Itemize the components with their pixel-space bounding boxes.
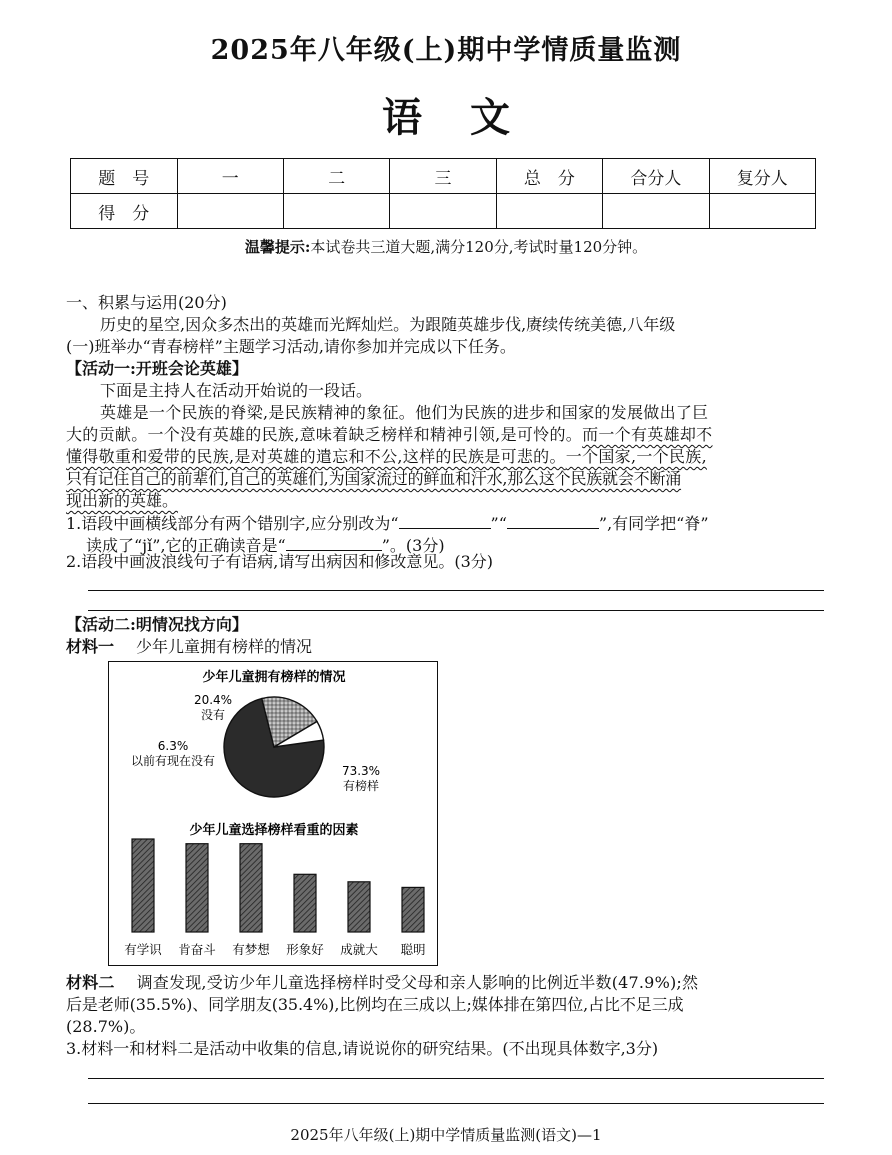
answer-blank-1[interactable] bbox=[399, 512, 491, 529]
answer-blank-2[interactable] bbox=[507, 512, 599, 529]
passage-line-3 bbox=[66, 446, 707, 467]
intro-line-2: (一)班举办“青春榜样”主题学习活动,请你参加并完成以下任务。 bbox=[66, 337, 516, 356]
q1-text-a: 1.语段中画横线部分有两个错别字,应分别改为“ bbox=[66, 514, 399, 533]
charts-svg bbox=[109, 662, 439, 967]
score-header-cell: 复分人 bbox=[709, 159, 815, 194]
score-cell[interactable] bbox=[390, 194, 496, 229]
bar-category-label: 成就大 bbox=[340, 942, 378, 957]
wavy-sentence-part: 一个国家,一个民族, bbox=[565, 447, 707, 466]
intro-line-1: 历史的星空,因众多杰出的英雄而光辉灿烂。为跟随英雄步伐,赓续传统美德,八年级 bbox=[100, 315, 676, 334]
section1-heading: 一、积累与运用(20分) bbox=[66, 293, 227, 312]
question-3: 3.材料一和材料二是活动中收集的信息,请说说你的研究结果。(不出现具体数字,3分) bbox=[66, 1039, 659, 1058]
passage-line-2 bbox=[66, 424, 712, 445]
bar-chart bbox=[124, 839, 425, 957]
bar-category-label: 肯奋斗 bbox=[178, 942, 216, 957]
question-2: 2.语段中画波浪线句子有语病,请写出病因和修改意见。(3分) bbox=[66, 552, 494, 571]
wavy-sentence-part: 懂得敬重和爱带的民族,是对英雄的遣忘和不公,这样的民族是可悲的。 bbox=[66, 447, 566, 466]
bar-category-label: 形象好 bbox=[286, 942, 324, 957]
subject-title: 语文 bbox=[382, 94, 558, 141]
score-row-label: 得 分 bbox=[71, 194, 178, 229]
answer-line[interactable] bbox=[88, 1103, 824, 1104]
material1-text: 少年儿童拥有榜样的情况 bbox=[136, 637, 313, 656]
q1-text-d: 读成了“jǐ”,它的正确读音是“ bbox=[86, 536, 286, 555]
chart-frame bbox=[108, 661, 438, 966]
tip-text: 本试卷共三道大题,满分120分,考试时量120分钟。 bbox=[310, 238, 648, 256]
score-cell[interactable] bbox=[709, 194, 815, 229]
score-table bbox=[70, 158, 816, 229]
bar-chart-title: 少年儿童选择榜样看重的因素 bbox=[189, 823, 359, 838]
pie-label-name: 没有 bbox=[200, 708, 226, 722]
score-header-cell: 合分人 bbox=[603, 159, 709, 194]
passage-line-5 bbox=[66, 490, 178, 511]
pie-chart bbox=[224, 697, 324, 797]
material2-text-1: 调查发现,受访少年儿童选择榜样时受父母和亲人影响的比例近半数(47.9%);然 bbox=[136, 973, 699, 992]
bar bbox=[294, 874, 316, 932]
answer-line[interactable] bbox=[88, 610, 824, 611]
bar bbox=[186, 844, 208, 932]
material2-label: 材料二 bbox=[66, 973, 115, 992]
pie-label-name: 以前有现在没有 bbox=[130, 754, 216, 768]
pie-label-name: 有榜样 bbox=[342, 779, 380, 793]
material2-line-3: (28.7%)。 bbox=[66, 1017, 146, 1036]
material2-line-2: 后是老师(35.5%)、同学朋友(35.4%),比例均在三成以上;媒体排在第四位,占比不足三成 bbox=[66, 995, 684, 1014]
passage-line-2a: 大的贡献。一个没有英雄的民族,意味着缺乏榜样和精神引领,是可怜的。 bbox=[66, 425, 583, 444]
pie-chart-title: 少年儿童拥有榜样的情况 bbox=[202, 670, 346, 685]
q1-text-c: ”,有同学把“脊” bbox=[598, 514, 709, 533]
pie-label-value: 73.3% bbox=[341, 764, 381, 778]
question-1-line-1 bbox=[66, 512, 709, 534]
score-cell[interactable] bbox=[603, 194, 709, 229]
score-header-cell: 题 号 bbox=[71, 159, 178, 194]
score-table-header-row bbox=[71, 159, 816, 194]
wavy-sentence-part: 而一个有英雄却不 bbox=[582, 425, 713, 444]
bar bbox=[240, 844, 262, 932]
score-header-cell: 总 分 bbox=[496, 159, 603, 194]
score-table-score-row bbox=[71, 194, 816, 229]
bar-category-label: 有学识 bbox=[124, 942, 162, 957]
wavy-sentence-part: 现出新的英雄。 bbox=[66, 491, 179, 510]
bar bbox=[132, 839, 154, 932]
score-cell[interactable] bbox=[283, 194, 389, 229]
pie-label-value: 20.4% bbox=[193, 693, 233, 707]
activity1-lead: 下面是主持人在活动开始说的一段话。 bbox=[100, 381, 373, 400]
q1-text-e: ”。(3分) bbox=[381, 536, 445, 555]
material1-label: 材料一 bbox=[66, 637, 115, 656]
q1-text-b: ”“ bbox=[490, 514, 507, 533]
score-cell[interactable] bbox=[177, 194, 283, 229]
exam-tip bbox=[0, 236, 892, 257]
passage-line-1: 英雄是一个民族的脊梁,是民族精神的象征。他们为民族的进步和国家的发展做出了巨 bbox=[100, 403, 709, 422]
score-header-cell: 一 bbox=[177, 159, 283, 194]
material1-caption bbox=[66, 636, 312, 657]
answer-blank-3[interactable] bbox=[286, 534, 382, 551]
bar bbox=[402, 887, 424, 932]
bar-category-label: 有梦想 bbox=[232, 942, 270, 957]
wavy-sentence-part: 只有记住自己的前辈们,自己的英雄们,为国家流过的鲜血和汗水,那么这个民族就会不断涌 bbox=[66, 469, 682, 488]
tip-label: 温馨提示: bbox=[244, 238, 311, 256]
score-header-cell: 三 bbox=[390, 159, 496, 194]
page-footer: 2025年八年级(上)期中学情质量监测(语文)—1 bbox=[290, 1126, 602, 1144]
activity2-heading: 【活动二:明情况找方向】 bbox=[66, 615, 248, 634]
answer-line[interactable] bbox=[88, 590, 824, 591]
passage-line-4 bbox=[66, 468, 681, 489]
exam-title: 2025年八年级(上)期中学情质量监测 bbox=[210, 35, 682, 66]
bar bbox=[348, 882, 370, 932]
answer-line[interactable] bbox=[88, 1078, 824, 1079]
activity1-heading: 【活动一:开班会论英雄】 bbox=[66, 359, 248, 378]
score-header-cell: 二 bbox=[283, 159, 389, 194]
bar-category-label: 聪明 bbox=[400, 942, 426, 957]
score-cell[interactable] bbox=[496, 194, 603, 229]
pie-label-value: 6.3% bbox=[157, 739, 189, 753]
material2-line-1 bbox=[66, 972, 698, 993]
